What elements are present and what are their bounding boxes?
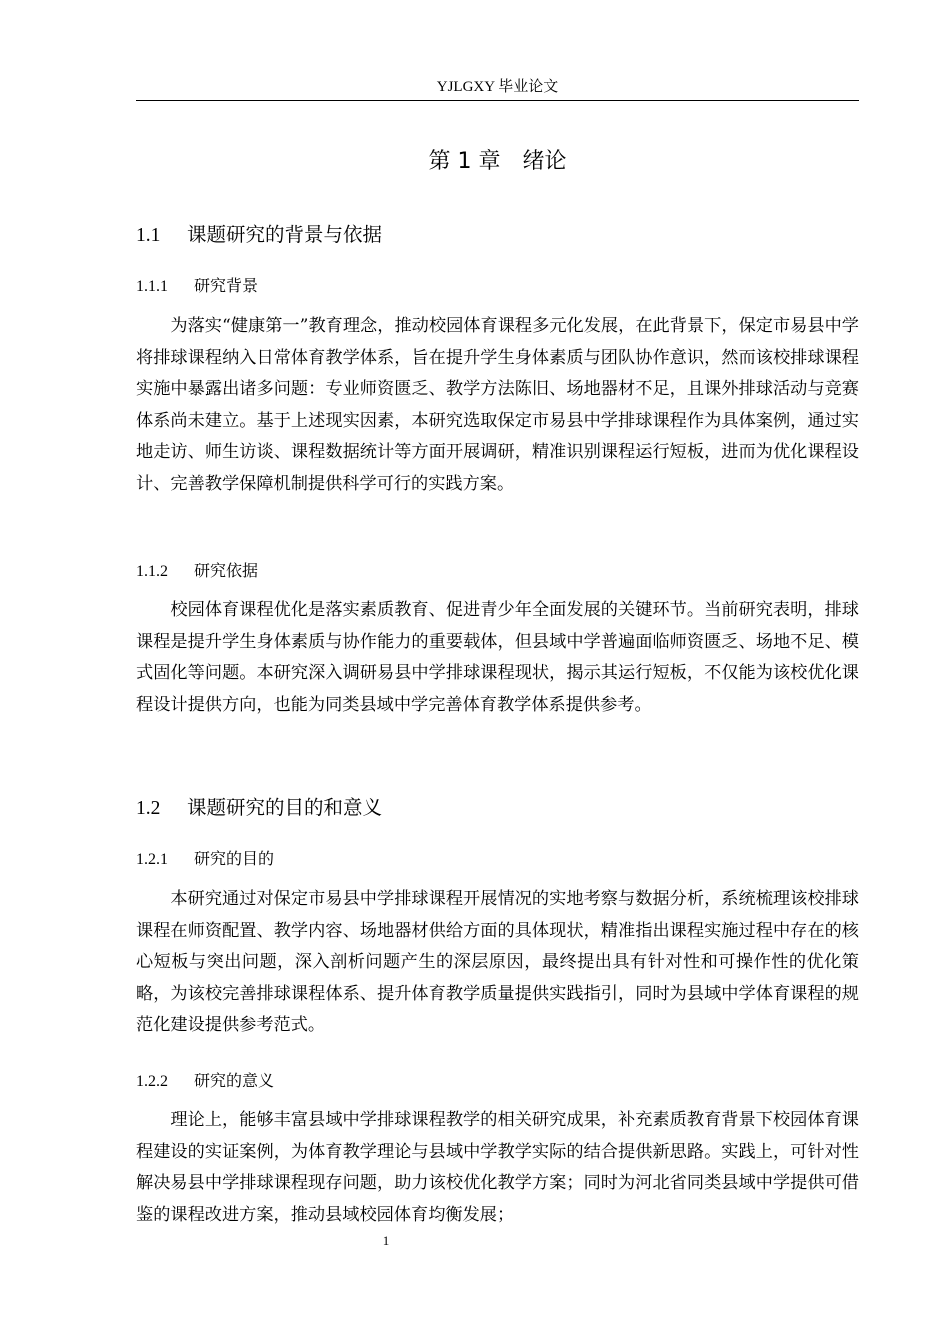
- body-paragraph: 为落实“健康第一”教育理念，推动校园体育课程多元化发展，在此背景下，保定市易县中学将排球课程纳入日常体育教学体系，旨在提升学生身体素质与团队协作意识，然而该校排球课程实施中暴露出诸多问题：专业师资匮乏、教学方法陈旧、场地器材不足，且课外排球活动与竞赛体系尚未建立。基于上述现实因素，本研究选取保定市易县中学排球课程作为具体案例，通过实地走访、师生访谈、课程数据统计等方面开展调研，精准识别课程运行短板，进而为优化课程设计、完善教学保障机制提供科学可行的实践方案。: [136, 316, 859, 494]
- section-heading: [136, 222, 382, 249]
- section-title: 课题研究的目的和意义: [187, 796, 383, 819]
- section-number: 1.1: [136, 225, 161, 246]
- section-number: 1.2: [136, 798, 161, 819]
- subsection-number: 1.2.1: [136, 851, 168, 868]
- subsection-number: 1.1.2: [136, 563, 168, 580]
- section-heading: [136, 795, 382, 822]
- subsection-heading: [136, 848, 274, 871]
- body-paragraph: 本研究通过对保定市易县中学排球课程开展情况的实地考察与数据分析，系统梳理该校排球课程在师资配置、教学内容、场地器材供给方面的具体现状，精准指出课程实施过程中存在的核心短板与突出问题，深入剖析问题产生的深层原因，最终提出具有针对性和可操作性的优化策略，为该校完善排球课程体系、提升体育教学质量提供实践指引，同时为县域中学体育课程的规范化建设提供参考范式。: [136, 889, 859, 1035]
- chapter-number: 第 1 章: [428, 149, 501, 174]
- subsection-title: 研究的目的: [194, 849, 275, 868]
- subsection-number: 1.1.1: [136, 278, 168, 295]
- subsection-heading: [136, 1070, 274, 1093]
- body-paragraph: 校园体育课程优化是落实素质教育、促进青少年全面发展的关键环节。当前研究表明，排球课程是提升学生身体素质与协作能力的重要载体，但县域中学普遍面临师资匮乏、场地不足、模式固化等问题。本研究深入调研易县中学排球课程现状，揭示其运行短板，不仅能为该校优化课程设计提供方向，也能为同类县域中学完善体育教学体系提供参考。: [136, 600, 859, 715]
- header-rule: [136, 100, 859, 101]
- subsection-title: 研究背景: [194, 276, 259, 295]
- body-paragraph: 理论上，能够丰富县域中学排球课程教学的相关研究成果，补充素质教育背景下校园体育课程建设的实证案例，为体育教学理论与县域中学教学实际的结合提供新思路。实践上，可针对性解决易县中学排球课程现存问题，助力该校优化教学方案；同时为河北省同类县域中学提供可借鉴的课程改进方案，推动县域校园体育均衡发展；: [136, 1110, 859, 1225]
- subsection-number: 1.2.2: [136, 1073, 168, 1090]
- subsection-heading: [136, 275, 258, 298]
- subsection-title: 研究依据: [194, 561, 259, 580]
- chapter-title: [136, 147, 859, 177]
- subsection-heading: [136, 560, 258, 583]
- page-number: 1: [382, 1233, 390, 1248]
- subsection-title: 研究的意义: [194, 1071, 275, 1090]
- chapter-name: 绪论: [522, 149, 567, 174]
- section-title: 课题研究的背景与依据: [187, 223, 383, 246]
- running-header: YJLGXY 毕业论文: [436, 79, 559, 95]
